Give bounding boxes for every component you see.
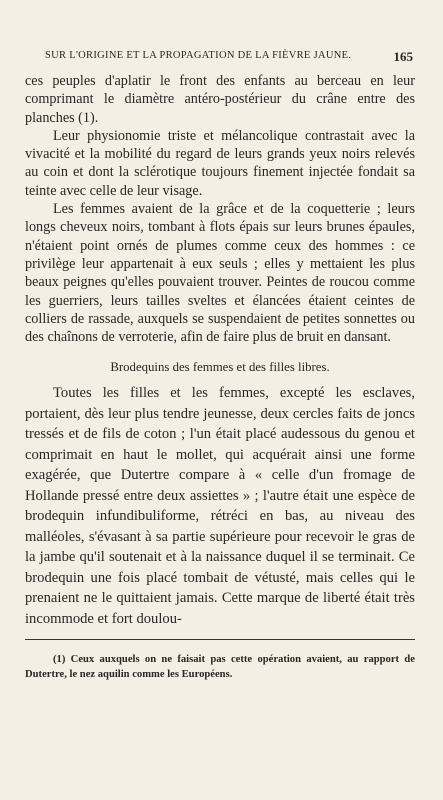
section-body xyxy=(25,383,415,629)
paragraph-femmes: Les femmes avaient de la grâce et de la coquetterie ; leurs longs cheveux noirs, tombant à flots épais sur leurs brunes épaules, n'étaient point ornés de plumes comme ceux des hommes : ce privilège leur appartenait à eux seuls ; elles y mettaient les plus beaux peignes qu'elles pouvaient trouver. Peintes de roucou comme les guerriers, leurs tailles sveltes et élancées étaient ceintes de colliers de rassade, auxquels se suspendaient de petites sonnettes ou des chaînons de verroterie, afin de faire plus de bruit en dansant. xyxy=(25,201,415,346)
page-number: 165 xyxy=(393,49,413,64)
footnote: (1) Ceux auxquels on ne faisait pas cette opération avaient, au rapport de Dutertre, le nez aquilin comme les Européens. xyxy=(25,654,415,681)
section-heading: Brodequins des femmes et des filles libres. xyxy=(110,360,330,375)
footnote-divider xyxy=(25,639,415,640)
running-head xyxy=(25,46,415,66)
paragraph-continuation: ces peuples d'aplatir le front des enfants au berceau en leur comprimant le diamètre antéro-postérieur du crâne entre des planches (1). xyxy=(25,73,415,126)
paragraph-brodequins: Toutes les filles et les femmes, excepté les esclaves, portaient, dès leur plus tendre jeunesse, deux cercles faits de joncs tressés et de fils de coton ; l'un était placé audessous du genou et comprimait en haut le mollet, qui acquérait ainsi une forme exagérée, que Dutertre compare à « celle d'un fromage de Hollande pressé entre deux assiettes » ; l'autre était une espèce de brodequin infundibuliforme, rétréci en bas, au niveau des malléoles, s'évasant à sa partie supérieure pour recevoir le gras de la jambe qu'il soutenait et à la naissance duquel il se terminait. Ce brodequin une fois placé tombait de vétusté, mais celles qui le prenaient ne le quittaient jamais. Cette marque de liberté était très incommode et fort doulou- xyxy=(25,385,415,627)
body-text xyxy=(25,72,415,346)
running-title: SUR L'ORIGINE ET LA PROPAGATION DE LA FIÈVRE JAUNE. xyxy=(45,50,352,61)
paragraph-physionomie: Leur physionomie triste et mélancolique contrastait avec la vivacité et la mobilité du regard de leurs grands yeux noirs relevés au coin et dont la sclérotique toujours finement injectée fondait sa teinte avec celle de leur visage. xyxy=(25,127,415,199)
